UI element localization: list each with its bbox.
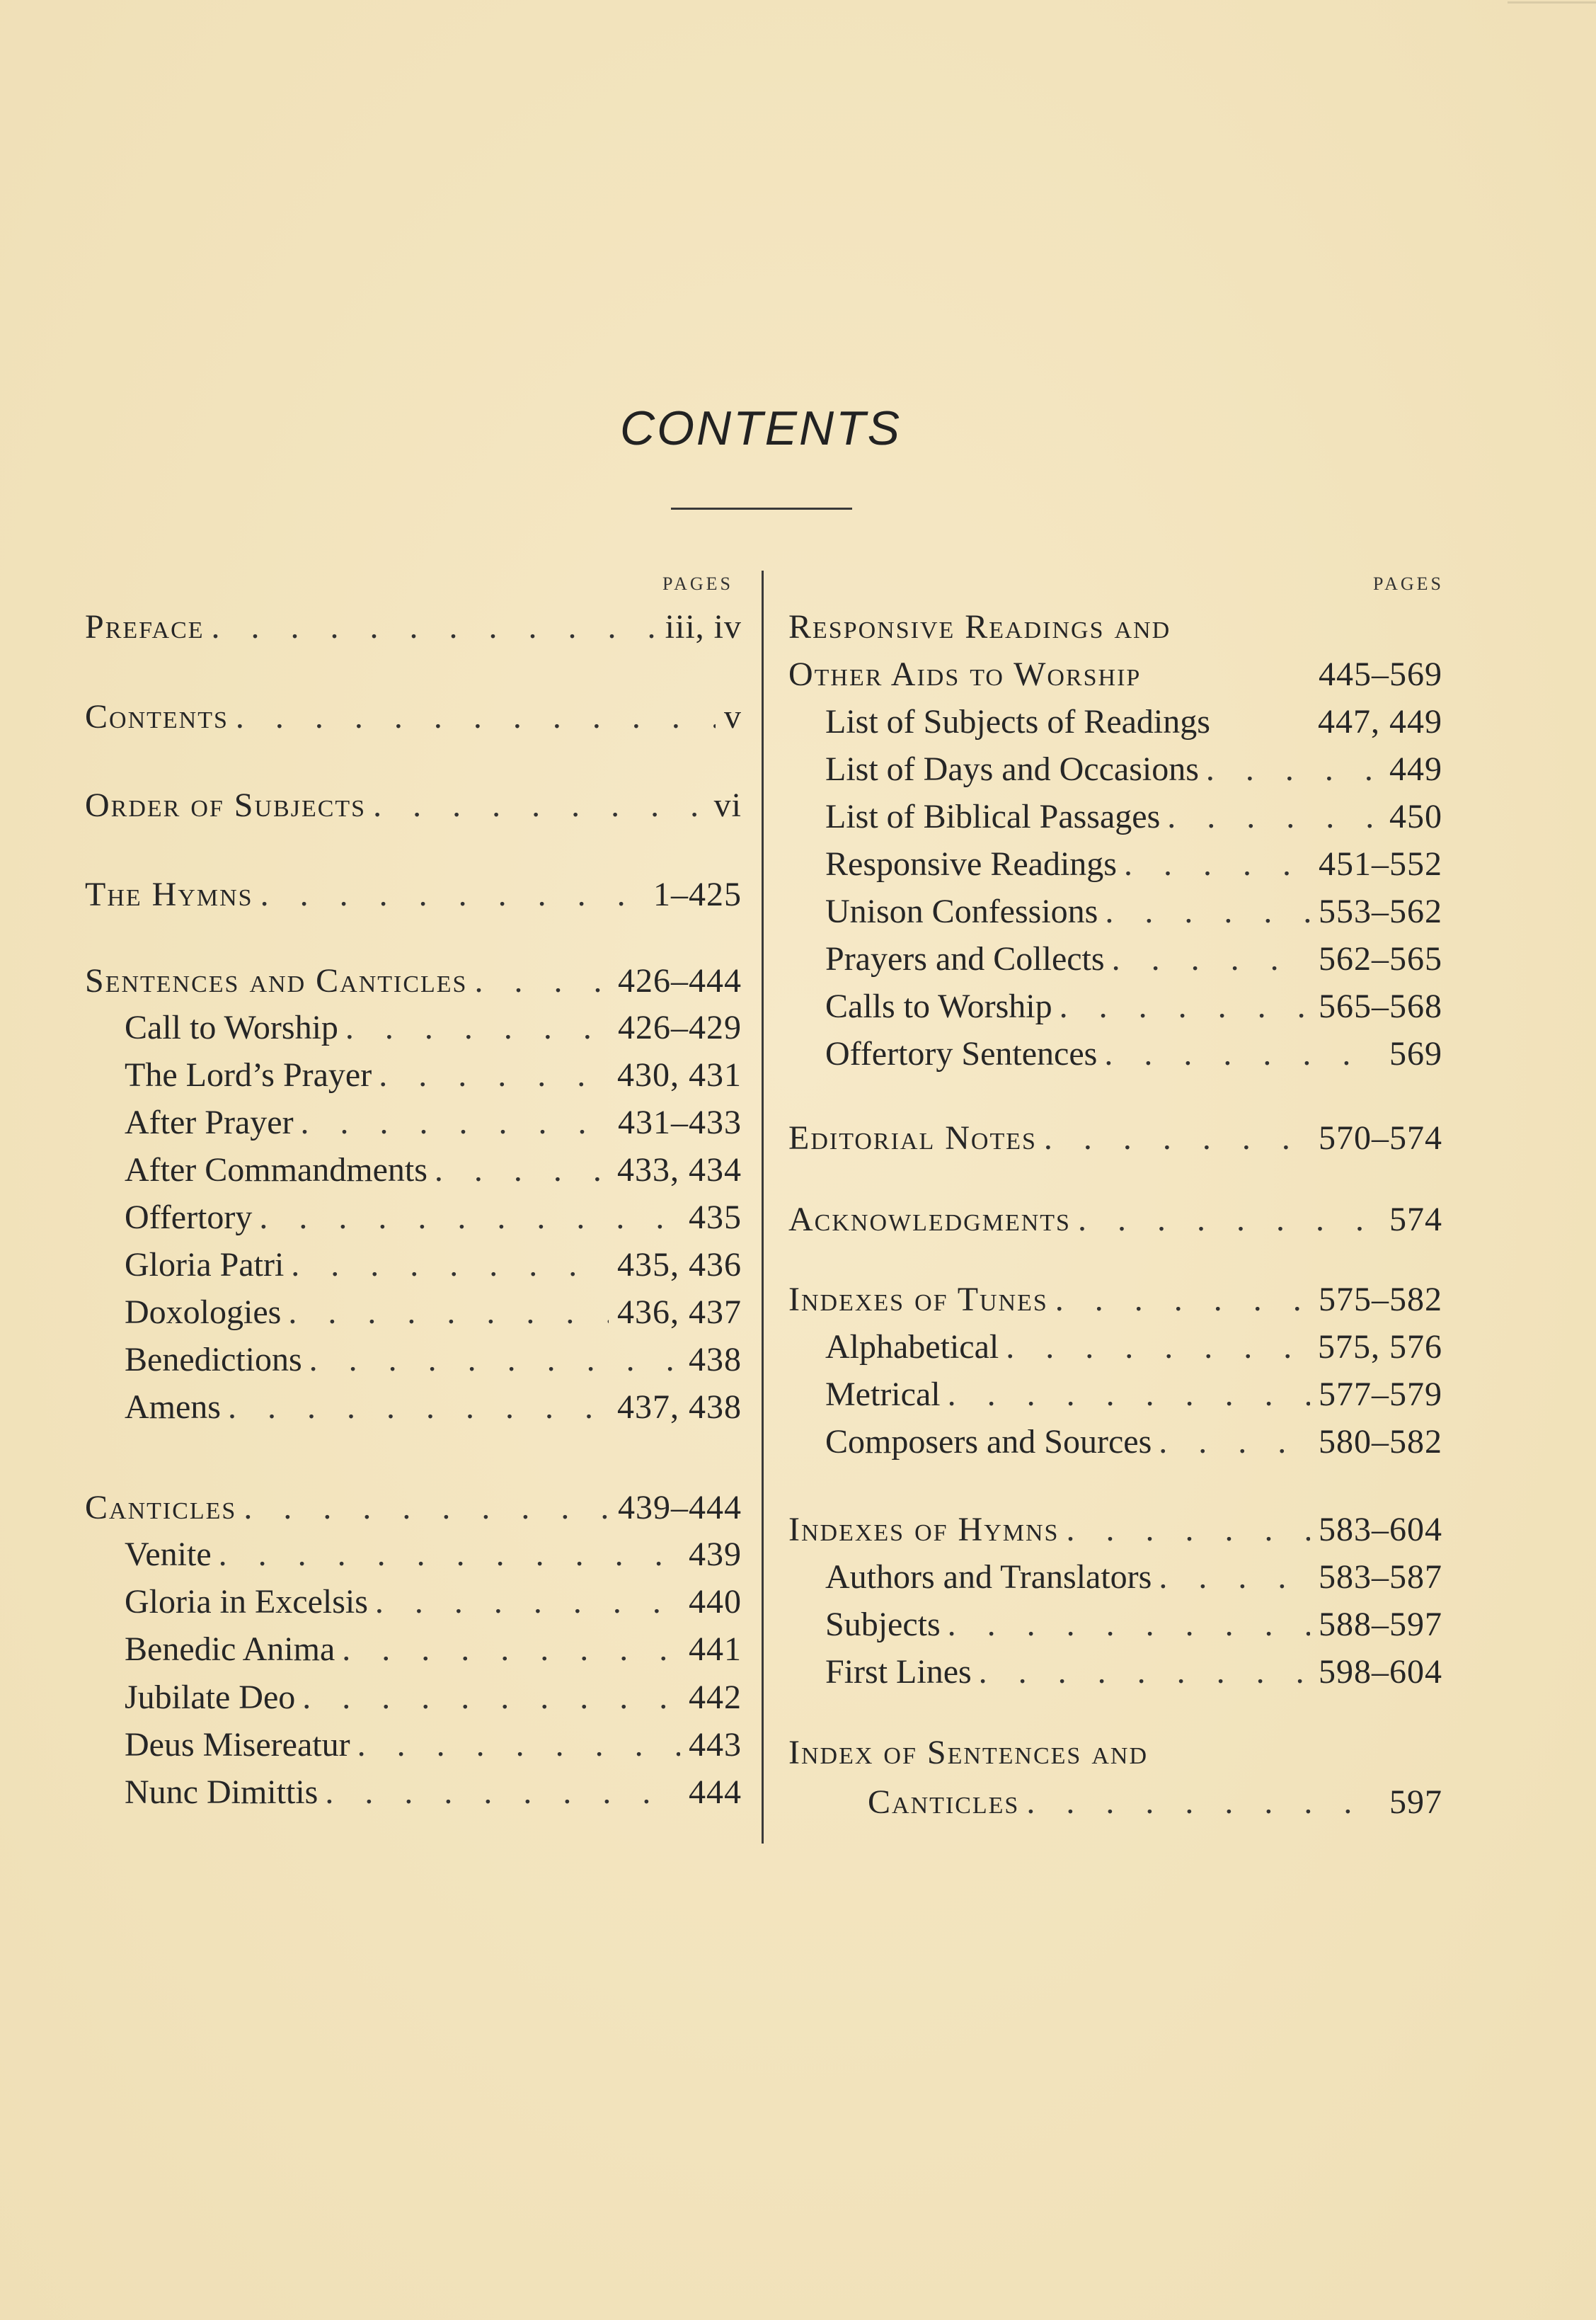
leader-dots (1167, 797, 1381, 836)
leader-dots (1026, 1783, 1381, 1822)
leader-dots (1159, 1422, 1310, 1461)
leader-dots (243, 1488, 609, 1527)
toc-entry-label: Nunc Dimittis (125, 1773, 318, 1811)
toc-entry-pages: 575–582 (1319, 1281, 1442, 1318)
toc-entry-label: Call to Worship (125, 1009, 338, 1046)
toc-entry-pages: 553–562 (1319, 893, 1442, 930)
toc-entry[interactable] (825, 1605, 1442, 1647)
toc-entry[interactable] (825, 939, 1442, 982)
toc-entry[interactable] (125, 1678, 742, 1720)
leader-dots (1159, 1558, 1310, 1596)
leader-dots (236, 697, 716, 736)
toc-entry-pages: 588–597 (1319, 1606, 1442, 1643)
toc-entry-pages: 583–604 (1319, 1511, 1442, 1548)
toc-entry-label: After Prayer (125, 1104, 294, 1141)
toc-entry-pages: v (724, 698, 742, 736)
toc-entry[interactable] (85, 961, 742, 1004)
toc-entry[interactable] (125, 1245, 742, 1288)
leader-dots (1060, 987, 1310, 1026)
toc-entry-label: Acknowledgments (788, 1201, 1071, 1238)
toc-entry[interactable] (825, 1558, 1442, 1600)
toc-entry[interactable] (125, 1103, 742, 1145)
toc-entry-label: Composers and Sources (825, 1423, 1152, 1461)
toc-entry[interactable] (825, 892, 1442, 935)
toc-entry-pages: 562–565 (1319, 940, 1442, 978)
toc-entry-pages: 580–582 (1319, 1423, 1442, 1461)
leader-dots (1206, 750, 1381, 789)
toc-entry-label: Indexes of Tunes (788, 1281, 1048, 1318)
toc-entry-pages: 447, 449 (1318, 703, 1442, 741)
leader-dots (373, 786, 706, 825)
toc-entry-pages: 440 (689, 1583, 742, 1621)
toc-entry-label: Preface (85, 608, 205, 646)
toc-entry-label: Benedictions (125, 1341, 302, 1378)
toc-entry-pages: 426–444 (618, 962, 742, 1000)
leader-dots (1055, 1280, 1310, 1319)
toc-entry[interactable] (125, 1150, 742, 1193)
toc-entry[interactable] (868, 1783, 1442, 1825)
toc-entry[interactable] (788, 1510, 1442, 1553)
toc-entry-label: Authors and Translators (825, 1558, 1152, 1596)
toc-entry[interactable] (85, 1488, 742, 1531)
scan-edge-line (1508, 1, 1596, 4)
toc-entry-label: Offertory Sentences (825, 1035, 1098, 1073)
toc-entry[interactable] (788, 1119, 1442, 1161)
toc-entry-pages: 569 (1389, 1035, 1442, 1073)
leader-dots (1105, 892, 1310, 931)
toc-entry-pages: 597 (1389, 1783, 1442, 1821)
toc-entry-pages: 577–579 (1319, 1376, 1442, 1413)
toc-entry[interactable] (825, 750, 1442, 792)
toc-entry-label: Order of Subjects (85, 787, 367, 824)
toc-entry-pages: 574 (1389, 1201, 1442, 1238)
toc-entry-label: Unison Confessions (825, 893, 1098, 930)
toc-entry-label: Canticles (85, 1489, 237, 1526)
leader-dots (309, 1340, 680, 1379)
toc-entry[interactable] (125, 1198, 742, 1240)
leader-dots (948, 1605, 1310, 1644)
toc-entry-label: Amens (125, 1388, 221, 1426)
toc-entry-pages: 451–552 (1319, 845, 1442, 883)
leader-dots (1112, 939, 1310, 978)
toc-entry-label: Contents (85, 698, 229, 736)
toc-entry[interactable] (788, 1280, 1442, 1322)
toc-entry[interactable] (85, 697, 742, 740)
toc-entry[interactable] (125, 1725, 742, 1768)
toc-entry-pages: 443 (689, 1726, 742, 1764)
toc-entry-pages: 436, 437 (617, 1293, 742, 1331)
toc-entry-pages: 442 (689, 1679, 742, 1716)
column-divider (762, 571, 764, 1844)
toc-entry[interactable] (125, 1630, 742, 1672)
toc-entry-label: Prayers and Collects (825, 940, 1105, 978)
leader-dots (302, 1678, 680, 1717)
leader-dots (474, 961, 609, 1000)
toc-entry-label: Venite (125, 1536, 212, 1573)
toc-entry[interactable] (788, 1200, 1442, 1242)
toc-entry-pages: 449 (1389, 750, 1442, 788)
toc-entry-label: Benedic Anima (125, 1630, 335, 1668)
toc-entry-pages: 433, 434 (617, 1151, 742, 1189)
toc-entry-pages: 450 (1389, 798, 1442, 835)
toc-entry[interactable] (825, 1375, 1442, 1417)
toc-entry-pages: 437, 438 (617, 1388, 742, 1426)
leader-dots (357, 1725, 680, 1764)
leader-dots (228, 1388, 609, 1427)
title-rule (671, 508, 852, 510)
toc-entry-pages: 565–568 (1319, 988, 1442, 1025)
toc-entry[interactable] (125, 1293, 742, 1335)
toc-entry[interactable] (825, 1422, 1442, 1465)
toc-entry-label: Canticles (868, 1783, 1020, 1821)
toc-entry-pages: 444 (689, 1773, 742, 1811)
toc-entry-pages: 430, 431 (617, 1056, 742, 1094)
toc-entry-pages: vi (713, 787, 742, 824)
toc-entry-label: List of Days and Occasions (825, 750, 1199, 788)
toc-entry-label: List of Biblical Passages (825, 798, 1161, 835)
leader-dots (342, 1630, 680, 1669)
toc-section-heading: Index of Sentences and (788, 1734, 1149, 1771)
leader-dots (1066, 1510, 1310, 1549)
leader-dots (260, 875, 645, 914)
toc-entry-pages: 441 (689, 1630, 742, 1668)
toc-entry-pages: 575, 576 (1318, 1328, 1442, 1366)
toc-entry-label: Responsive Readings (825, 845, 1117, 883)
toc-entry-label: Indexes of Hymns (788, 1511, 1060, 1548)
toc-entry[interactable] (85, 786, 742, 828)
toc-entry-label: Jubilate Deo (125, 1679, 296, 1716)
toc-entry[interactable] (825, 702, 1442, 745)
leader-dots (1044, 1119, 1310, 1158)
leader-dots (948, 1375, 1310, 1414)
leader-dots (1078, 1200, 1381, 1239)
toc-entry-label: Doxologies (125, 1293, 282, 1331)
toc-entry[interactable] (125, 1582, 742, 1625)
leader-dots (1104, 1034, 1381, 1073)
toc-entry-label: Offertory (125, 1199, 253, 1236)
toc-entry-label: Other Aids to Worship (788, 656, 1142, 693)
pages-header-right: PAGES (1373, 573, 1444, 594)
toc-entry-pages: 426–429 (618, 1009, 742, 1046)
leader-dots (435, 1150, 609, 1189)
leader-dots (291, 1245, 609, 1284)
leader-dots (1006, 1327, 1309, 1366)
toc-entry[interactable] (825, 845, 1442, 887)
toc-entry[interactable] (85, 875, 742, 918)
toc-entry-label: Editorial Notes (788, 1119, 1037, 1157)
toc-section-heading: Responsive Readings and (788, 608, 1171, 646)
toc-entry[interactable] (125, 1340, 742, 1383)
toc-entry[interactable] (125, 1773, 742, 1815)
toc-entry[interactable] (125, 1008, 742, 1051)
leader-dots (979, 1652, 1310, 1691)
toc-entry[interactable] (825, 987, 1442, 1029)
toc-entry-pages: iii, iv (665, 608, 742, 646)
toc-entry-label: The Lord’s Prayer (125, 1056, 372, 1094)
toc-entry-label: Gloria Patri (125, 1246, 285, 1284)
toc-entry-pages: 1–425 (653, 876, 742, 913)
toc-entry[interactable] (85, 607, 742, 650)
toc-entry-label: Sentences and Canticles (85, 962, 468, 1000)
leader-dots (301, 1103, 609, 1142)
toc-entry-pages: 583–587 (1319, 1558, 1442, 1596)
leader-dots (259, 1198, 680, 1237)
page-title: CONTENTS (620, 401, 902, 455)
toc-entry-label: First Lines (825, 1653, 972, 1691)
toc-entry-label: Calls to Worship (825, 988, 1052, 1025)
leader-dots (288, 1293, 609, 1332)
toc-entry[interactable] (125, 1535, 742, 1577)
toc-entry-pages: 435 (689, 1199, 742, 1236)
leader-dots (212, 607, 657, 646)
toc-entry-label: Alphabetical (825, 1328, 999, 1366)
toc-entry-label: Subjects (825, 1606, 941, 1643)
toc-entry-pages: 438 (689, 1341, 742, 1378)
toc-entry[interactable] (788, 655, 1442, 697)
toc-entry[interactable] (825, 1652, 1442, 1695)
toc-entry-pages: 435, 436 (617, 1246, 742, 1284)
toc-entry-pages: 439 (689, 1536, 742, 1573)
toc-entry-pages: 570–574 (1319, 1119, 1442, 1157)
toc-entry-label: The Hymns (85, 876, 253, 913)
leader-dots (1124, 845, 1310, 884)
toc-entry-label: List of Subjects of Readings (825, 703, 1210, 741)
leader-dots (345, 1008, 609, 1047)
toc-entry[interactable] (825, 1034, 1442, 1077)
toc-entry[interactable] (125, 1056, 742, 1098)
toc-entry[interactable] (825, 797, 1442, 840)
toc-entry-label: Gloria in Excelsis (125, 1583, 368, 1621)
leader-dots (375, 1582, 680, 1621)
toc-entry-pages: 445–569 (1319, 656, 1442, 693)
leader-dots (325, 1773, 680, 1812)
toc-entry-pages: 431–433 (618, 1104, 742, 1141)
toc-entry-label: Deus Misereatur (125, 1726, 350, 1764)
toc-entry-label: After Commandments (125, 1151, 427, 1189)
toc-entry-label: Metrical (825, 1376, 941, 1413)
leader-dots (219, 1535, 680, 1574)
leader-dots (379, 1056, 609, 1095)
toc-entry[interactable] (125, 1388, 742, 1430)
toc-entry-pages: 598–604 (1319, 1653, 1442, 1691)
toc-entry[interactable] (825, 1327, 1442, 1370)
pages-header-left: PAGES (662, 573, 733, 594)
toc-entry-pages: 439–444 (618, 1489, 742, 1526)
